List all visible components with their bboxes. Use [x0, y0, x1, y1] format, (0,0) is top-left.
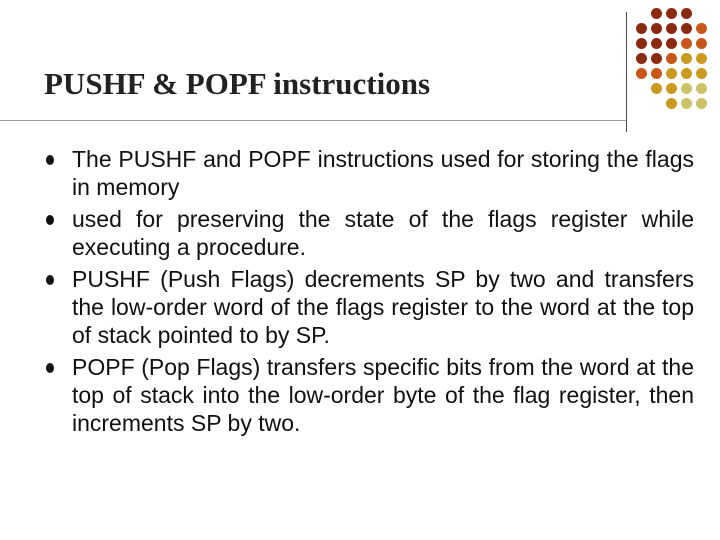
slide-title: PUSHF & POPF instructions [44, 66, 431, 101]
bullet-item [44, 205, 694, 261]
decorative-dot [666, 8, 677, 19]
bullet-text: PUSHF (Push Flags) decrements SP by two and transfers the low-order word of the flags register to the word at the top of stack pointed to by SP. [72, 266, 694, 348]
decorative-dot [696, 83, 707, 94]
decorative-dot [666, 98, 677, 109]
decorative-dot [636, 53, 647, 64]
decorative-dot [651, 8, 662, 19]
bullet-item [44, 145, 694, 201]
decorative-dot [651, 23, 662, 34]
decorative-dot [696, 68, 707, 79]
decorative-dot [666, 83, 677, 94]
decorative-dot [681, 83, 692, 94]
decorative-dot [696, 23, 707, 34]
decorative-dot [666, 23, 677, 34]
bullet-dot-icon [46, 155, 54, 165]
decorative-dot [666, 38, 677, 49]
decorative-dot-grid [636, 8, 720, 112]
decorative-dot [636, 68, 647, 79]
decorative-dot [696, 38, 707, 49]
vertical-divider [626, 12, 627, 132]
title-underline [0, 120, 626, 121]
decorative-dot [651, 83, 662, 94]
decorative-dot [651, 38, 662, 49]
decorative-dot [696, 53, 707, 64]
bullet-item [44, 265, 694, 349]
bullet-dot-icon [46, 275, 54, 285]
bullet-item [44, 353, 694, 437]
bullet-list [44, 145, 694, 441]
decorative-dot [651, 53, 662, 64]
decorative-dot [696, 98, 707, 109]
decorative-dot [681, 8, 692, 19]
decorative-dot [681, 53, 692, 64]
decorative-dot [681, 23, 692, 34]
bullet-text: The PUSHF and POPF instructions used for storing the flags in memory [72, 146, 694, 200]
decorative-dot [636, 38, 647, 49]
bullet-dot-icon [46, 215, 54, 225]
decorative-dot [681, 68, 692, 79]
decorative-dot [681, 98, 692, 109]
decorative-dot [666, 53, 677, 64]
decorative-dot [681, 38, 692, 49]
decorative-dot [636, 23, 647, 34]
decorative-dot [651, 68, 662, 79]
decorative-dot [666, 68, 677, 79]
bullet-text: used for preserving the state of the flags register while executing a procedure. [72, 206, 694, 260]
bullet-dot-icon [46, 363, 54, 373]
bullet-text: POPF (Pop Flags) transfers specific bits from the word at the top of stack into the low-order byte of the flag register, then increments SP by two. [72, 354, 694, 436]
